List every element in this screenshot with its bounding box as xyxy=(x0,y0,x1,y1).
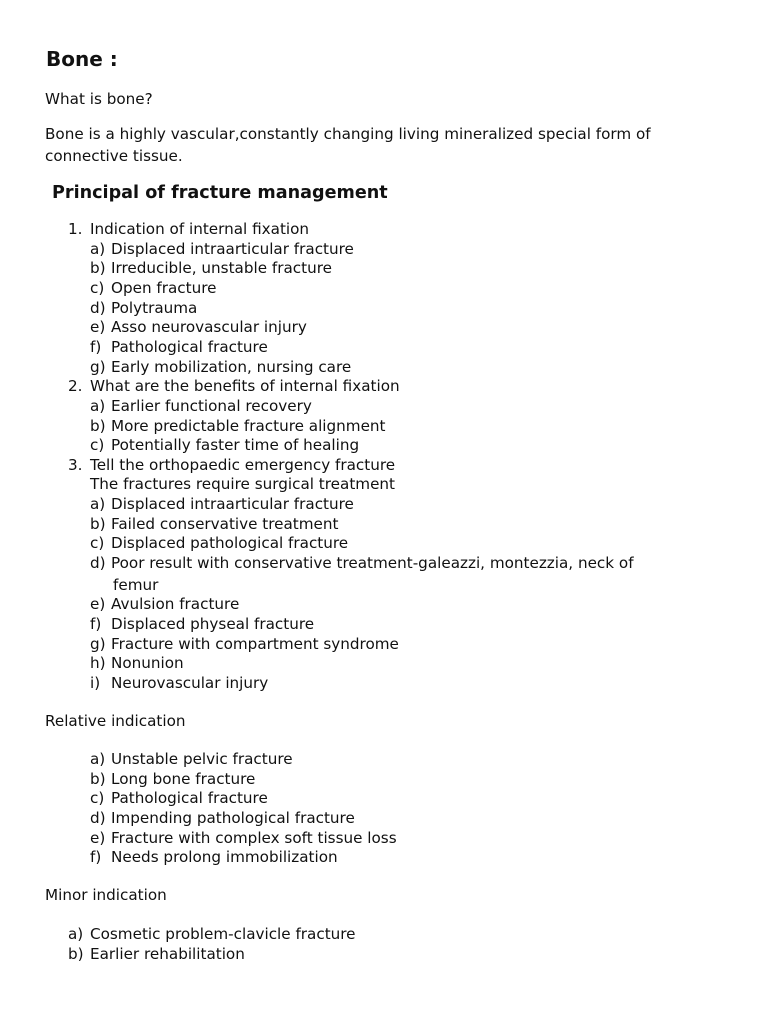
list-item: b) Failed conservative treatment xyxy=(90,514,339,533)
list-item: i) Neurovascular injury xyxy=(90,673,269,692)
numbered-item-2: 2. What are the benefits of internal fixation xyxy=(68,377,400,396)
list-item: c) Displaced pathological fracture xyxy=(90,534,349,553)
question-text: What is bone? xyxy=(45,90,153,108)
definition-line-2: connective tissue. xyxy=(45,147,183,165)
list-item: a) Unstable pelvic fracture xyxy=(90,750,293,768)
list-item-continuation: femur xyxy=(113,575,159,594)
list-item: d) Poor result with conservative treatment-galeazzi, montezzia, neck of xyxy=(90,554,634,573)
list-item: b) Earlier rehabilitation xyxy=(68,944,245,963)
list-item: h) Nonunion xyxy=(90,654,184,673)
list-item: b) Long bone fracture xyxy=(90,769,256,788)
list-item: a) Displaced intraarticular fracture xyxy=(90,495,354,514)
list-item: b) More predictable fracture alignment xyxy=(90,416,386,435)
list-item: c) Pathological fracture xyxy=(90,789,268,808)
minor-indication-heading: Minor indication xyxy=(45,886,167,904)
list-item: c) Potentially faster time of healing xyxy=(90,436,360,455)
relative-indication-heading: Relative indication xyxy=(45,712,186,730)
list-item: e) Asso neurovascular injury xyxy=(90,318,307,337)
list-item: d) Impending pathological fracture xyxy=(90,808,355,827)
list-item: b) Irreducible, unstable fracture xyxy=(90,259,332,278)
list-item: e) Avulsion fracture xyxy=(90,595,240,614)
list-item: d) Polytrauma xyxy=(90,298,198,317)
list-item: f) Displaced physeal fracture xyxy=(90,614,315,633)
list-item: g) Early mobilization, nursing care xyxy=(90,357,352,376)
list-item: a) Cosmetic problem-clavicle fracture xyxy=(68,925,356,943)
definition-line-1: Bone is a highly vascular,constantly changing living mineralized special form of xyxy=(45,125,651,143)
numbered-item-1: 1. Indication of internal fixation xyxy=(68,220,310,238)
numbered-item-3: 3. Tell the orthopaedic emergency fracture xyxy=(68,455,396,474)
list-item: f) Needs prolong immobilization xyxy=(90,848,338,867)
list-item: a) Earlier functional recovery xyxy=(90,396,312,415)
list-item: c) Open fracture xyxy=(90,278,217,297)
list-item: e) Fracture with complex soft tissue loss xyxy=(90,828,397,847)
section-title: Principal of fracture management xyxy=(52,183,388,203)
list-item: f) Pathological fracture xyxy=(90,337,268,356)
page-title: Bone : xyxy=(46,47,118,71)
list-item: g) Fracture with compartment syndrome xyxy=(90,634,399,653)
numbered-item-subtitle: The fractures require surgical treatment xyxy=(90,475,395,494)
list-item: a) Displaced intraarticular fracture xyxy=(90,239,354,258)
